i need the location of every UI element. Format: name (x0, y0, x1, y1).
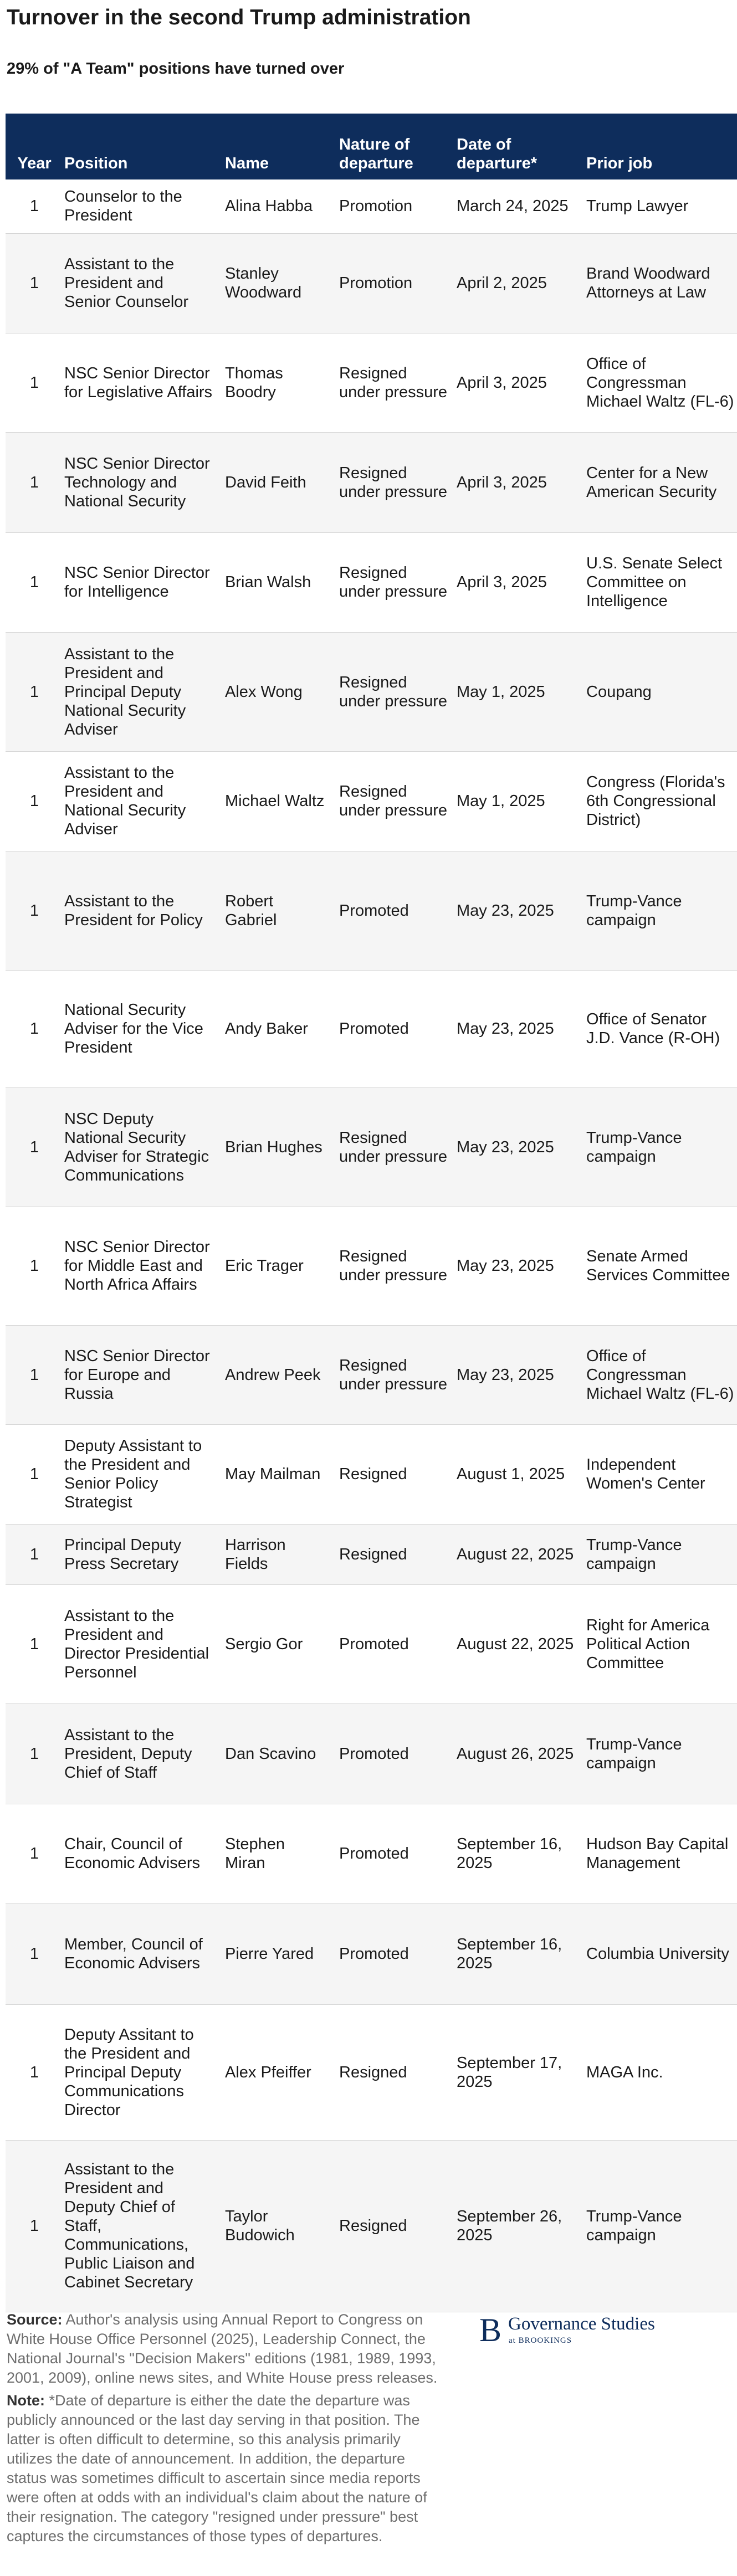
cell-date: April 3, 2025 (457, 333, 586, 432)
cell-year: 1 (6, 851, 63, 970)
brand-name: Governance Studies (508, 2314, 655, 2334)
cell-year: 1 (6, 2140, 63, 2312)
cell-nature: Promoted (339, 1903, 457, 2004)
note-label: Note: (7, 2392, 45, 2409)
cell-year: 1 (6, 1207, 63, 1325)
cell-prior-job: Trump Lawyer (586, 179, 737, 233)
source-text: Author's analysis using Annual Report to Congress on White House Office Personnel (2025), Leadership Connect, the National Journal's "Decision Makers" editions (1981, 1989, 1993, 2001, 2009), online news sites, and White House press releases. (7, 2311, 438, 2386)
cell-position: Member, Council of Economic Advisers (63, 1903, 225, 2004)
cell-year: 1 (6, 2004, 63, 2140)
cell-prior-job: Columbia University (586, 1903, 737, 2004)
cell-position: National Security Adviser for the Vice President (63, 970, 225, 1087)
table-row (6, 179, 737, 233)
cell-year: 1 (6, 632, 63, 751)
cell-nature: Resigned under pressure (339, 532, 457, 632)
cell-name: Stephen Miran (225, 1804, 339, 1903)
cell-date: September 16, 2025 (457, 1903, 586, 2004)
cell-position: Counselor to the President (63, 179, 225, 233)
cell-name: Andrew Peek (225, 1325, 339, 1424)
cell-name: Alex Wong (225, 632, 339, 751)
table-row (6, 532, 737, 632)
cell-prior-job: Hudson Bay Capital Management (586, 1804, 737, 1903)
cell-prior-job: Trump-Vance campaign (586, 2140, 737, 2312)
cell-name: Thomas Boodry (225, 333, 339, 432)
cell-nature: Resigned under pressure (339, 1087, 457, 1207)
column-header-position: Position (64, 155, 128, 172)
cell-name: David Feith (225, 432, 339, 532)
cell-year: 1 (6, 532, 63, 632)
cell-date: August 26, 2025 (457, 1703, 586, 1804)
cell-year: 1 (6, 1703, 63, 1804)
column-header-prior-job: Prior job (586, 155, 653, 172)
cell-name: Eric Trager (225, 1207, 339, 1325)
cell-position: NSC Senior Director for Legislative Affairs (63, 333, 225, 432)
cell-date: August 22, 2025 (457, 1524, 586, 1584)
cell-date: May 1, 2025 (457, 751, 586, 851)
cell-year: 1 (6, 1584, 63, 1703)
table-row (6, 751, 737, 851)
cell-nature: Resigned (339, 1424, 457, 1524)
table-row (6, 1584, 737, 1703)
cell-position: Assistant to the President and Senior Counselor (63, 233, 225, 333)
cell-prior-job: Senate Armed Services Committee (586, 1207, 737, 1325)
table-row (6, 432, 737, 532)
turnover-table-container[interactable] (6, 114, 734, 2298)
column-header-date: Date of departure* (457, 136, 538, 172)
cell-date: May 23, 2025 (457, 1325, 586, 1424)
cell-nature: Promoted (339, 970, 457, 1087)
cell-prior-job: Trump-Vance campaign (586, 1087, 737, 1207)
table-row (6, 1804, 737, 1903)
brookings-b-mark: B (479, 2312, 502, 2348)
column-header-year: Year (17, 155, 52, 172)
cell-nature: Promoted (339, 1584, 457, 1703)
cell-position: Assistant to the President, Deputy Chief of Staff (63, 1703, 225, 1804)
cell-nature: Promoted (339, 1804, 457, 1903)
cell-position: NSC Deputy National Security Adviser for Strategic Communications (63, 1087, 225, 1207)
footnote (7, 2391, 444, 2546)
cell-date: September 16, 2025 (457, 1804, 586, 1903)
cell-nature: Promotion (339, 179, 457, 233)
cell-date: May 1, 2025 (457, 632, 586, 751)
cell-name: Harrison Fields (225, 1524, 339, 1584)
cell-name: May Mailman (225, 1424, 339, 1524)
cell-year: 1 (6, 1524, 63, 1584)
cell-prior-job: Center for a New American Security (586, 432, 737, 532)
cell-year: 1 (6, 1903, 63, 2004)
source-label: Source: (7, 2311, 63, 2328)
cell-name: Sergio Gor (225, 1584, 339, 1703)
cell-prior-job: Right for America Political Action Committee (586, 1584, 737, 1703)
cell-prior-job: Independent Women's Center (586, 1424, 737, 1524)
cell-year: 1 (6, 1424, 63, 1524)
column-header-nature: Nature of departure (339, 136, 413, 172)
cell-nature: Promotion (339, 233, 457, 333)
cell-prior-job: U.S. Senate Select Committee on Intelligence (586, 532, 737, 632)
table-row (6, 1207, 737, 1325)
cell-date: May 23, 2025 (457, 1087, 586, 1207)
cell-nature: Resigned under pressure (339, 432, 457, 532)
cell-position: Principal Deputy Press Secretary (63, 1524, 225, 1584)
cell-name: Robert Gabriel (225, 851, 339, 970)
cell-position: Assistant to the President and Director Presidential Personnel (63, 1584, 225, 1703)
cell-year: 1 (6, 432, 63, 532)
table-row (6, 970, 737, 1087)
cell-prior-job: Coupang (586, 632, 737, 751)
table-header-row (6, 114, 737, 179)
cell-date: May 23, 2025 (457, 1207, 586, 1325)
cell-nature: Resigned (339, 2140, 457, 2312)
cell-name: Alex Pfeiffer (225, 2004, 339, 2140)
table-row (6, 233, 737, 333)
cell-position: Assistant to the President and National Security Adviser (63, 751, 225, 851)
cell-year: 1 (6, 179, 63, 233)
page-subtitle: 29% of "A Team" positions have turned over (7, 60, 345, 78)
cell-position: NSC Senior Director for Middle East and North Africa Affairs (63, 1207, 225, 1325)
cell-nature: Resigned (339, 1524, 457, 1584)
cell-nature: Resigned under pressure (339, 1325, 457, 1424)
cell-prior-job: Trump-Vance campaign (586, 851, 737, 970)
cell-name: Stanley Woodward (225, 233, 339, 333)
table-row (6, 1903, 737, 2004)
note-text: *Date of departure is either the date the departure was publicly announced or the last day serving in that position. The latter is often difficult to determine, so this analysis primarily utilizes the date of announcement. In addition, the departure status was sometimes difficult to ascertain since media reports were often at odds with an individual's claim about the nature of their resignation. The category "resigned under pressure" best captures the circumstances of those types of departures. (7, 2392, 427, 2544)
cell-date: May 23, 2025 (457, 851, 586, 970)
turnover-table (6, 114, 737, 2312)
cell-year: 1 (6, 333, 63, 432)
table-row (6, 333, 737, 432)
cell-position: Assistant to the President for Policy (63, 851, 225, 970)
table-body (6, 179, 737, 2312)
table-row (6, 1703, 737, 1804)
cell-position: Deputy Assistant to the President and Senior Policy Strategist (63, 1424, 225, 1524)
cell-prior-job: Trump-Vance campaign (586, 1703, 737, 1804)
cell-prior-job: Brand Woodward Attorneys at Law (586, 233, 737, 333)
cell-date: August 22, 2025 (457, 1584, 586, 1703)
cell-nature: Resigned under pressure (339, 751, 457, 851)
cell-year: 1 (6, 1087, 63, 1207)
cell-position: NSC Senior Director for Europe and Russia (63, 1325, 225, 1424)
cell-position: Deputy Assitant to the President and Principal Deputy Communications Director (63, 2004, 225, 2140)
cell-date: April 3, 2025 (457, 432, 586, 532)
cell-nature: Resigned (339, 2004, 457, 2140)
cell-name: Dan Scavino (225, 1703, 339, 1804)
cell-date: September 26, 2025 (457, 2140, 586, 2312)
table-row (6, 1424, 737, 1524)
cell-name: Michael Waltz (225, 751, 339, 851)
cell-name: Alina Habba (225, 179, 339, 233)
cell-nature: Resigned under pressure (339, 333, 457, 432)
cell-prior-job: Office of Senator J.D. Vance (R-OH) (586, 970, 737, 1087)
footer-notes (7, 2310, 444, 2549)
cell-prior-job: Trump-Vance campaign (586, 1524, 737, 1584)
cell-name: Brian Walsh (225, 532, 339, 632)
cell-year: 1 (6, 233, 63, 333)
cell-name: Brian Hughes (225, 1087, 339, 1207)
cell-prior-job: MAGA Inc. (586, 2004, 737, 2140)
cell-year: 1 (6, 970, 63, 1087)
cell-year: 1 (6, 751, 63, 851)
table-row (6, 1325, 737, 1424)
cell-date: April 3, 2025 (457, 532, 586, 632)
cell-prior-job: Office of Congressman Michael Waltz (FL-6) (586, 1325, 737, 1424)
cell-nature: Resigned under pressure (339, 632, 457, 751)
cell-name: Taylor Budowich (225, 2140, 339, 2312)
cell-name: Andy Baker (225, 970, 339, 1087)
page-title: Turnover in the second Trump administration (7, 6, 471, 29)
table-header (6, 114, 737, 179)
cell-year: 1 (6, 1804, 63, 1903)
cell-name: Pierre Yared (225, 1903, 339, 2004)
cell-date: May 23, 2025 (457, 970, 586, 1087)
cell-year: 1 (6, 1325, 63, 1424)
cell-date: March 24, 2025 (457, 179, 586, 233)
cell-nature: Promoted (339, 851, 457, 970)
column-header-name: Name (225, 155, 269, 172)
cell-date: September 17, 2025 (457, 2004, 586, 2140)
table-row (6, 632, 737, 751)
cell-prior-job: Office of Congressman Michael Waltz (FL-6) (586, 333, 737, 432)
cell-nature: Promoted (339, 1703, 457, 1804)
table-row (6, 1087, 737, 1207)
cell-position: Assistant to the President and Deputy Chief of Staff, Communications, Public Liaison and Cabinet Secretary (63, 2140, 225, 2312)
table-row (6, 851, 737, 970)
cell-position: NSC Senior Director Technology and National Security (63, 432, 225, 532)
cell-position: NSC Senior Director for Intelligence (63, 532, 225, 632)
brand-subtitle: at BROOKINGS (509, 2336, 572, 2345)
cell-nature: Resigned under pressure (339, 1207, 457, 1325)
table-row (6, 1524, 737, 1584)
cell-position: Assistant to the President and Principal Deputy National Security Adviser (63, 632, 225, 751)
cell-date: April 2, 2025 (457, 233, 586, 333)
table-row (6, 2004, 737, 2140)
brookings-logo (479, 2311, 676, 2356)
cell-date: August 1, 2025 (457, 1424, 586, 1524)
cell-prior-job: Congress (Florida's 6th Congressional District) (586, 751, 737, 851)
source-note (7, 2310, 444, 2388)
table-row (6, 2140, 737, 2312)
cell-position: Chair, Council of Economic Advisers (63, 1804, 225, 1903)
